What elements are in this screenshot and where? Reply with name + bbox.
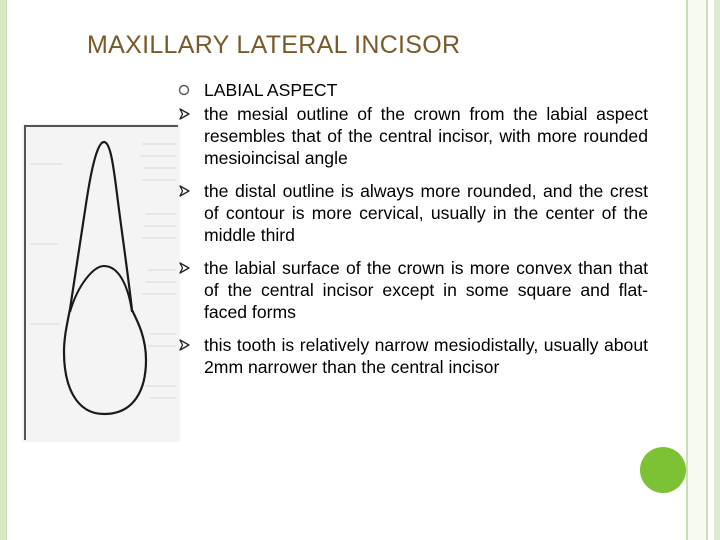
bullet-text: the distal outline is always more rounded, and the crest of contour is more cervical, usually in the center of the middle third xyxy=(204,181,648,245)
slide-title: MAXILLARY LATERAL INCISOR xyxy=(87,31,461,59)
bullet-text: the mesial outline of the crown from the labial aspect resembles that of the central incisor, with more rounded mesioincisal angle xyxy=(204,104,648,168)
circle-bullet-icon xyxy=(178,84,190,96)
arrow-bullet-icon xyxy=(178,185,190,197)
arrow-bullet-icon xyxy=(178,108,190,120)
tooth-outline-figure xyxy=(22,124,180,442)
bullet-text: the labial surface of the crown is more convex than that of the central incisor except in some square and flat-faced forms xyxy=(204,258,648,322)
bullet-text: this tooth is relatively narrow mesiodistally, usually about 2mm narrower than the central incisor xyxy=(204,335,648,377)
list-item xyxy=(178,180,648,246)
green-circle-decoration xyxy=(640,447,686,493)
right-frame-border xyxy=(686,0,708,540)
right-frame-edge xyxy=(714,0,720,540)
arrow-bullet-icon xyxy=(178,262,190,274)
left-frame-border xyxy=(0,0,7,540)
bullet-text: LABIAL ASPECT xyxy=(204,80,338,100)
list-item xyxy=(178,334,648,378)
list-item xyxy=(178,257,648,323)
list-item xyxy=(178,79,648,101)
list-item xyxy=(178,103,648,169)
bullet-list xyxy=(178,79,648,389)
arrow-bullet-icon xyxy=(178,339,190,351)
